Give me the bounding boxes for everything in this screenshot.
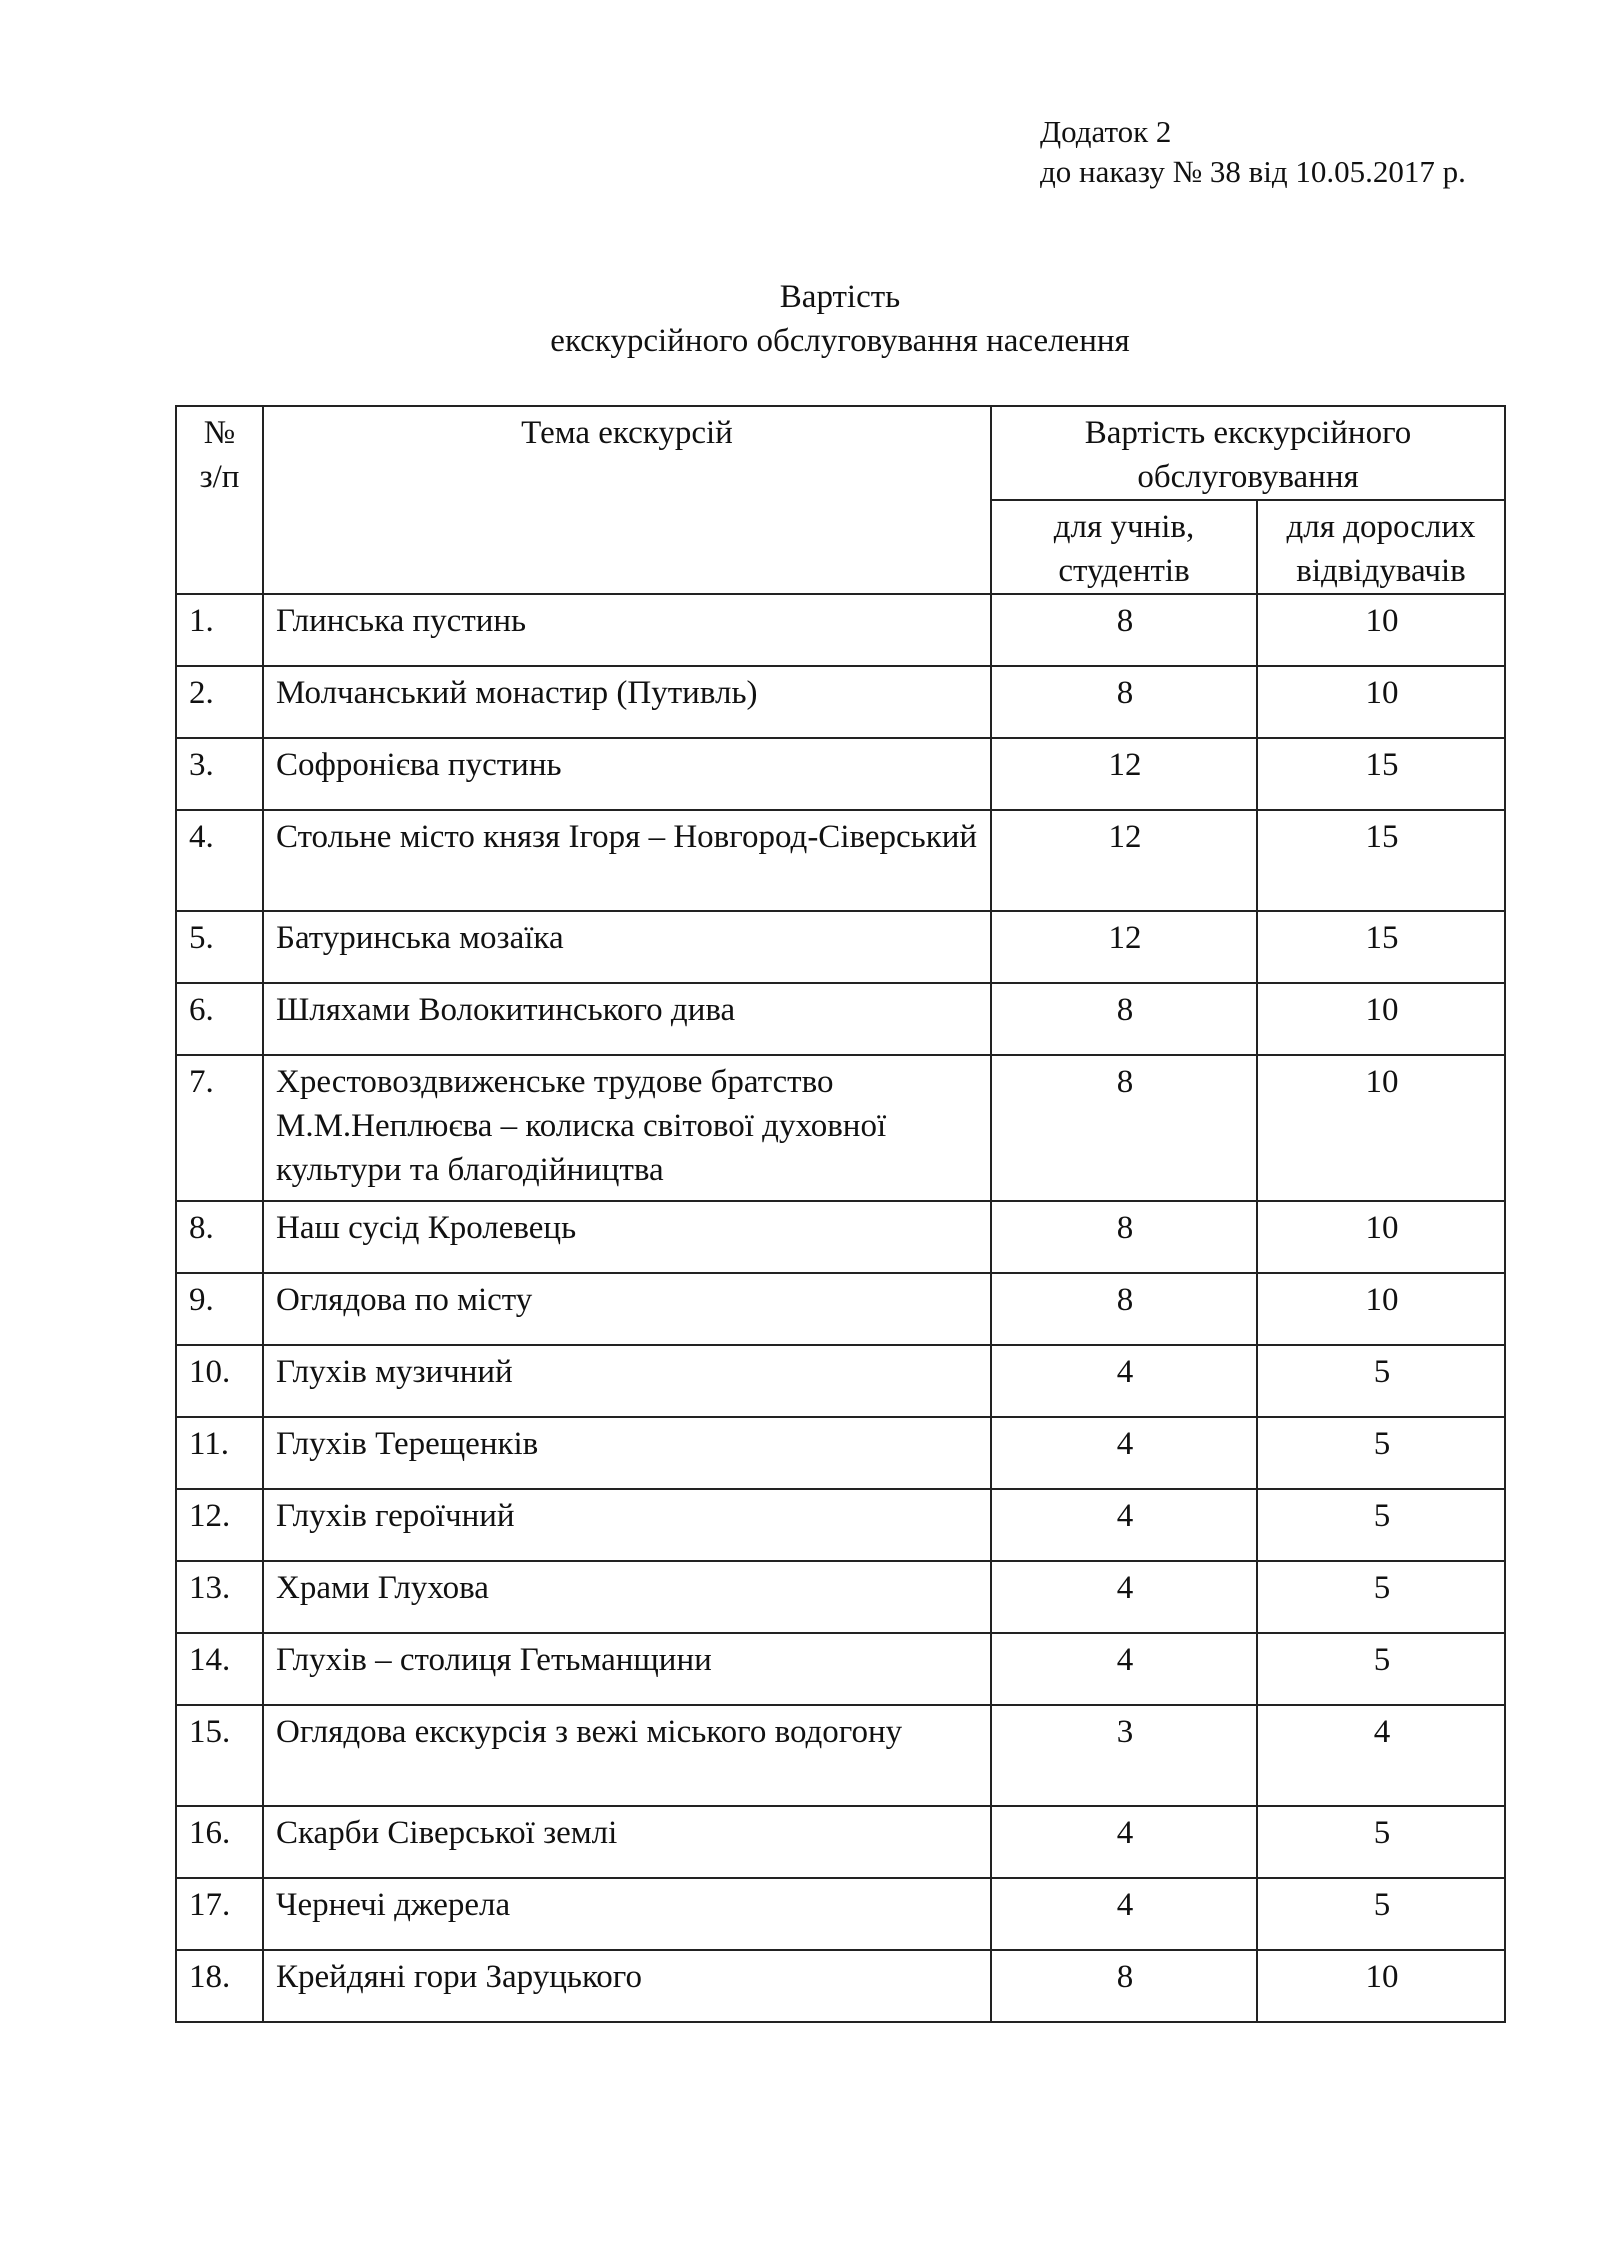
table-row	[176, 1633, 1505, 1705]
header-number-label: з/п	[199, 459, 240, 495]
row-topic: Молчанський монастир (Путивль)	[263, 666, 991, 738]
row-topic: Хрестовоздвиженське трудове братство М.М.Неплюєва – колиска світової духовної культури та благодійництва	[263, 1055, 991, 1201]
row-number: 6.	[176, 983, 263, 1055]
table-row	[176, 1950, 1505, 2022]
row-price-adults: 5	[1257, 1878, 1505, 1950]
row-price-students: 4	[991, 1345, 1257, 1417]
header-adults-line-2: відвідувачів	[1296, 553, 1466, 589]
row-number: 4.	[176, 810, 263, 911]
row-price-students: 4	[991, 1633, 1257, 1705]
header-adults-line-1: для дорослих	[1286, 509, 1476, 545]
table-row	[176, 1705, 1505, 1806]
row-price-adults: 10	[1257, 594, 1505, 666]
table-row	[176, 1273, 1505, 1345]
row-price-adults: 10	[1257, 1055, 1505, 1201]
row-topic: Софронієва пустинь	[263, 738, 991, 810]
row-topic: Оглядова екскурсія з вежі міського водогону	[263, 1705, 991, 1806]
table-row	[176, 594, 1505, 666]
appendix-number: Додаток 2	[1040, 114, 1172, 149]
row-price-students: 8	[991, 1950, 1257, 2022]
row-number: 5.	[176, 911, 263, 983]
row-price-adults: 10	[1257, 1273, 1505, 1345]
row-price-adults: 5	[1257, 1633, 1505, 1705]
row-price-adults: 15	[1257, 810, 1505, 911]
table-row	[176, 1055, 1505, 1201]
row-price-students: 8	[991, 1055, 1257, 1201]
row-price-adults: 5	[1257, 1489, 1505, 1561]
appendix-reference	[1040, 112, 1466, 192]
row-price-students: 4	[991, 1878, 1257, 1950]
row-price-adults: 5	[1257, 1345, 1505, 1417]
row-price-students: 4	[991, 1561, 1257, 1633]
row-price-students: 8	[991, 666, 1257, 738]
document-title	[0, 275, 1600, 363]
row-number: 17.	[176, 1878, 263, 1950]
row-price-adults: 10	[1257, 666, 1505, 738]
row-topic: Глухів музичний	[263, 1345, 991, 1417]
table-row	[176, 738, 1505, 810]
row-price-adults: 10	[1257, 1950, 1505, 2022]
row-number: 18.	[176, 1950, 263, 2022]
row-topic: Храми Глухова	[263, 1561, 991, 1633]
header-number-sign: №	[203, 415, 236, 451]
table-row	[176, 1417, 1505, 1489]
row-topic: Стольне місто князя Ігоря – Новгород-Сіверський	[263, 810, 991, 911]
row-price-adults: 5	[1257, 1806, 1505, 1878]
row-number: 13.	[176, 1561, 263, 1633]
row-topic: Шляхами Волокитинського дива	[263, 983, 991, 1055]
row-topic: Крейдяні гори Заруцького	[263, 1950, 991, 2022]
table-row	[176, 1561, 1505, 1633]
row-price-students: 8	[991, 1273, 1257, 1345]
row-price-adults: 10	[1257, 983, 1505, 1055]
row-price-adults: 15	[1257, 738, 1505, 810]
row-topic: Глухів Терещенків	[263, 1417, 991, 1489]
row-number: 7.	[176, 1055, 263, 1201]
row-price-students: 12	[991, 738, 1257, 810]
row-topic: Глинська пустинь	[263, 594, 991, 666]
table-row	[176, 1345, 1505, 1417]
row-number: 12.	[176, 1489, 263, 1561]
row-price-adults: 15	[1257, 911, 1505, 983]
row-price-students: 4	[991, 1489, 1257, 1561]
row-price-students: 8	[991, 983, 1257, 1055]
row-topic: Глухів героїчний	[263, 1489, 991, 1561]
row-number: 11.	[176, 1417, 263, 1489]
row-topic: Чернечі джерела	[263, 1878, 991, 1950]
row-number: 16.	[176, 1806, 263, 1878]
header-students	[991, 500, 1257, 594]
row-price-students: 4	[991, 1806, 1257, 1878]
header-cost-line-1: Вартість екскурсійного	[1084, 415, 1412, 451]
row-number: 2.	[176, 666, 263, 738]
row-topic: Наш сусід Кролевець	[263, 1201, 991, 1273]
row-number: 8.	[176, 1201, 263, 1273]
row-number: 1.	[176, 594, 263, 666]
header-students-line-1: для учнів,	[1053, 509, 1195, 545]
header-cost-line-2: обслуговування	[1137, 459, 1359, 495]
header-students-line-2: студентів	[1058, 553, 1190, 589]
row-number: 9.	[176, 1273, 263, 1345]
table-row	[176, 1489, 1505, 1561]
row-price-adults: 10	[1257, 1201, 1505, 1273]
row-price-students: 12	[991, 911, 1257, 983]
row-topic: Скарби Сіверської землі	[263, 1806, 991, 1878]
row-number: 15.	[176, 1705, 263, 1806]
table-row	[176, 810, 1505, 911]
row-price-adults: 4	[1257, 1705, 1505, 1806]
title-line-1: Вартість	[779, 279, 901, 315]
table-row	[176, 666, 1505, 738]
title-line-2: екскурсійного обслуговування населення	[550, 323, 1130, 359]
row-price-students: 3	[991, 1705, 1257, 1806]
table-row	[176, 1878, 1505, 1950]
header-cost	[991, 406, 1505, 500]
table-body	[176, 594, 1505, 2022]
row-number: 3.	[176, 738, 263, 810]
row-topic: Глухів – столиця Гетьманщини	[263, 1633, 991, 1705]
appendix-order-reference: до наказу № 38 від 10.05.2017 р.	[1040, 154, 1466, 189]
table-row	[176, 911, 1505, 983]
excursion-price-table	[175, 405, 1506, 2023]
row-price-adults: 5	[1257, 1417, 1505, 1489]
table-row	[176, 983, 1505, 1055]
row-price-students: 8	[991, 594, 1257, 666]
row-price-adults: 5	[1257, 1561, 1505, 1633]
header-topic: Тема екскурсій	[263, 406, 991, 594]
header-number	[176, 406, 263, 594]
row-price-students: 4	[991, 1417, 1257, 1489]
header-adults	[1257, 500, 1505, 594]
table-row	[176, 1201, 1505, 1273]
table-row	[176, 1806, 1505, 1878]
row-number: 14.	[176, 1633, 263, 1705]
row-topic: Оглядова по місту	[263, 1273, 991, 1345]
row-price-students: 12	[991, 810, 1257, 911]
row-number: 10.	[176, 1345, 263, 1417]
row-price-students: 8	[991, 1201, 1257, 1273]
row-topic: Батуринська мозаїка	[263, 911, 991, 983]
